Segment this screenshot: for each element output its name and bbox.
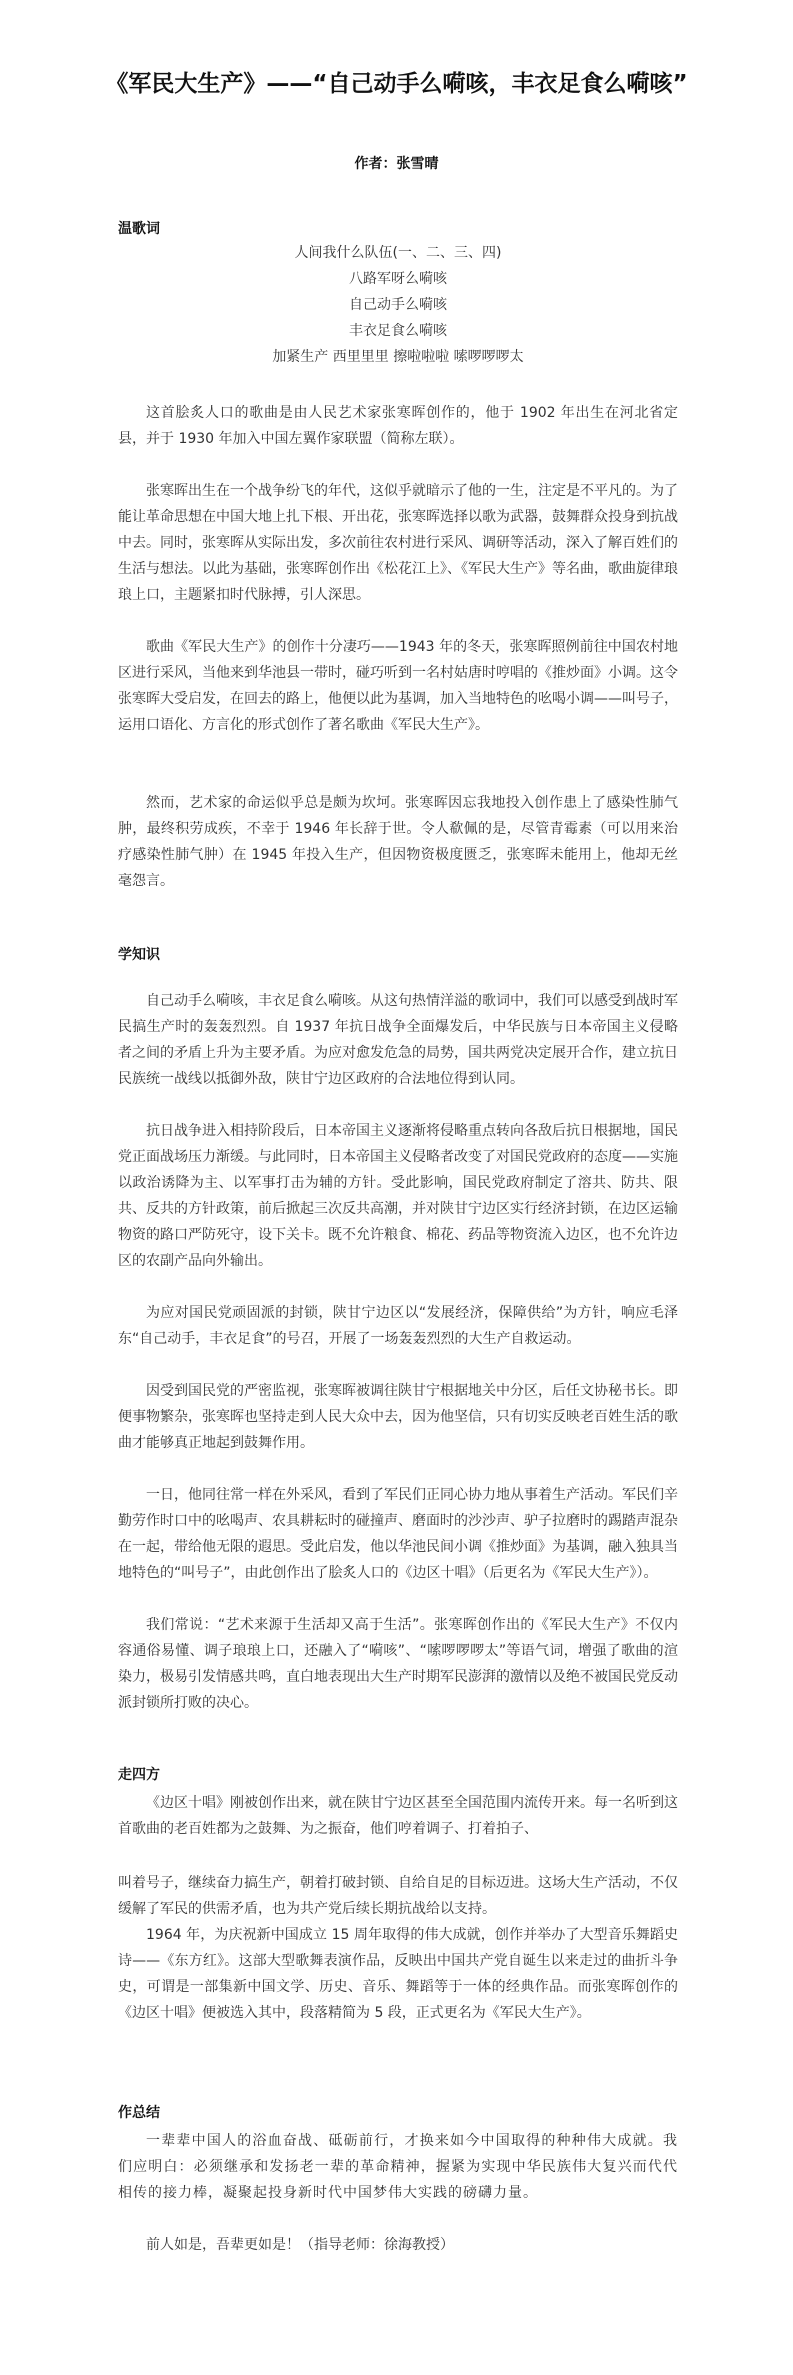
song-lyrics bbox=[118, 240, 678, 370]
paragraph-song-2: 张寒晖出生在一个战争纷飞的年代，这似乎就暗示了他的一生，注定是不平凡的。为了能让革命思想在中国大地上扎下根、开出花，张寒晖选择以歌为武器，鼓舞群众投身到抗战中去。同时，张寒晖从实际出发，多次前往农村进行采风、调研等活动，深入了解百姓们的生活与想法。以此为基础，张寒晖创作出《松花江上》、《军民大生产》等名曲，歌曲旋律琅琅上口，主题紧扣时代脉搏，引人深思。 bbox=[118, 483, 678, 603]
section-heading-walk: 走四方 bbox=[118, 1767, 160, 1783]
lyric-line: 加紧生产 西里里里 擦啦啦啦 嗦啰啰啰太 bbox=[272, 349, 524, 365]
paragraph-summary-1: 一辈辈中国人的浴血奋战、砥砺前行，才换来如今中国取得的种种伟大成就。我们应明白：必须继承和发扬老一辈的革命精神，握紧为实现中华民族伟大复兴而代代相传的接力棒，凝聚起投身新时代中国梦伟大实践的磅礴力量。 bbox=[118, 2133, 678, 2201]
paragraph-learn-4: 因受到国民党的严密监视，张寒晖被调往陕甘宁根据地关中分区，后任文协秘书长。即便事物繁杂，张寒晖也坚持走到人民大众中去，因为他坚信，只有切实反映老百姓生活的歌曲才能够真正地起到鼓舞作用。 bbox=[118, 1383, 678, 1451]
paragraph-learn-3: 为应对国民党顽固派的封锁，陕甘宁边区以“发展经济，保障供给”为方针，响应毛泽东“自己动手，丰衣足食”的号召，开展了一场轰轰烈烈的大生产自救运动。 bbox=[118, 1305, 678, 1347]
lyric-line: 人间我什么队伍(一、二、三、四) bbox=[294, 245, 502, 261]
section-heading-learn: 学知识 bbox=[118, 947, 160, 963]
lyric-line: 八路军呀么嗬咳 bbox=[349, 271, 447, 287]
paragraph-summary-2: 前人如是，吾辈更如是！（指导老师：徐海教授） bbox=[146, 2237, 454, 2253]
lyric-line: 自己动手么嗬咳 bbox=[349, 297, 447, 313]
article-author: 作者：张雪晴 bbox=[354, 156, 439, 172]
article-title: 《军民大生产》——“自己动手么嗬咳，丰衣足食么嗬咳” bbox=[105, 71, 688, 97]
section-heading-song: 温歌词 bbox=[118, 221, 160, 237]
paragraph-walk-2: 叫着号子，继续奋力搞生产，朝着打破封锁、自给自足的目标迈进。这场大生产活动，不仅缓解了军民的供需矛盾，也为共产党后续长期抗战给以支持。 bbox=[118, 1875, 678, 1917]
paragraph-song-1: 这首脍炙人口的歌曲是由人民艺术家张寒晖创作的，他于 1902 年出生在河北省定县，并于 1930 年加入中国左翼作家联盟（简称左联）。 bbox=[118, 405, 678, 447]
paragraph-learn-6: 我们常说：“艺术来源于生活却又高于生活”。张寒晖创作出的《军民大生产》不仅内容通俗易懂、调子琅琅上口，还融入了“嗬咳”、“嗦啰啰啰太”等语气词，增强了歌曲的渲染力，极易引发情感共鸣，直白地表现出大生产时期军民澎湃的激情以及绝不被国民党反动派封锁所打败的决心。 bbox=[118, 1617, 678, 1711]
paragraph-song-3: 歌曲《军民大生产》的创作十分凄巧——1943 年的冬天，张寒晖照例前往中国农村地区进行采风，当他来到华池县一带时，碰巧听到一名村姑唐时哼唱的《推炒面》小调。这令张寒晖大受启发，在回去的路上，他便以此为基调，加入当地特色的吆喝小调——叫号子，运用口语化、方言化的形式创作了著名歌曲《军民大生产》。 bbox=[118, 639, 678, 733]
paragraph-walk-3: 1964 年，为庆祝新中国成立 15 周年取得的伟大成就，创作并举办了大型音乐舞蹈史诗——《东方红》。这部大型歌舞表演作品，反映出中国共产党自诞生以来走过的曲折斗争史，可谓是一部集新中国文学、历史、音乐、舞蹈等于一体的经典作品。而张寒晖创作的《边区十唱》便被选入其中，段落精简为 5 段，正式更名为《军民大生产》。 bbox=[118, 1927, 678, 2021]
paragraph-learn-1: 自己动手么嗬咳，丰衣足食么嗬咳。从这句热情洋溢的歌词中，我们可以感受到战时军民搞生产时的轰轰烈烈。自 1937 年抗日战争全面爆发后，中华民族与日本帝国主义侵略者之间的矛盾上升为主要矛盾。为应对愈发危急的局势，国共两党决定展开合作，建立抗日民族统一战线以抵御外敌，陕甘宁边区政府的合法地位得到认同。 bbox=[118, 993, 678, 1087]
lyric-line: 丰衣足食么嗬咳 bbox=[349, 323, 447, 339]
paragraph-learn-5: 一日，他同往常一样在外采风，看到了军民们正同心协力地从事着生产活动。军民们辛勤劳作时口中的吆喝声、农具耕耘时的碰撞声、磨面时的沙沙声、驴子拉磨时的踢踏声混杂在一起，带给他无限的遐思。受此启发，他以华池民间小调《推炒面》为基调，融入独具当地特色的“叫号子”，由此创作出了脍炙人口的《边区十唱》（后更名为《军民大生产》）。 bbox=[118, 1487, 678, 1581]
paragraph-learn-2: 抗日战争进入相持阶段后，日本帝国主义逐渐将侵略重点转向各敌后抗日根据地，国民党正面战场压力渐缓。与此同时，日本帝国主义侵略者改变了对国民党政府的态度——实施以政治诱降为主、以军事打击为辅的方针。受此影响，国民党政府制定了溶共、防共、限共、反共的方针政策，前后掀起三次反共高潮，并对陕甘宁边区实行经济封锁，在边区运输物资的路口严防死守，设下关卡。既不允许粮食、棉花、药品等物资流入边区，也不允许边区的农副产品向外输出。 bbox=[118, 1123, 678, 1269]
section-heading-summary: 作总结 bbox=[118, 2105, 160, 2121]
paragraph-walk-1: 《边区十唱》刚被创作出来，就在陕甘宁边区甚至全国范围内流传开来。每一名听到这首歌曲的老百姓都为之鼓舞、为之振奋，他们哼着调子、打着拍子、 bbox=[118, 1795, 678, 1837]
paragraph-song-4: 然而，艺术家的命运似乎总是颇为坎坷。张寒晖因忘我地投入创作患上了感染性肺气肿，最终积劳成疾，不幸于 1946 年长辞于世。令人欷佩的是，尽管青霉素（可以用来治疗感染性肺气肿）在 1945 年投入生产，但因物资极度匮乏，张寒晖未能用上，他却无丝毫怨言。 bbox=[118, 795, 678, 889]
